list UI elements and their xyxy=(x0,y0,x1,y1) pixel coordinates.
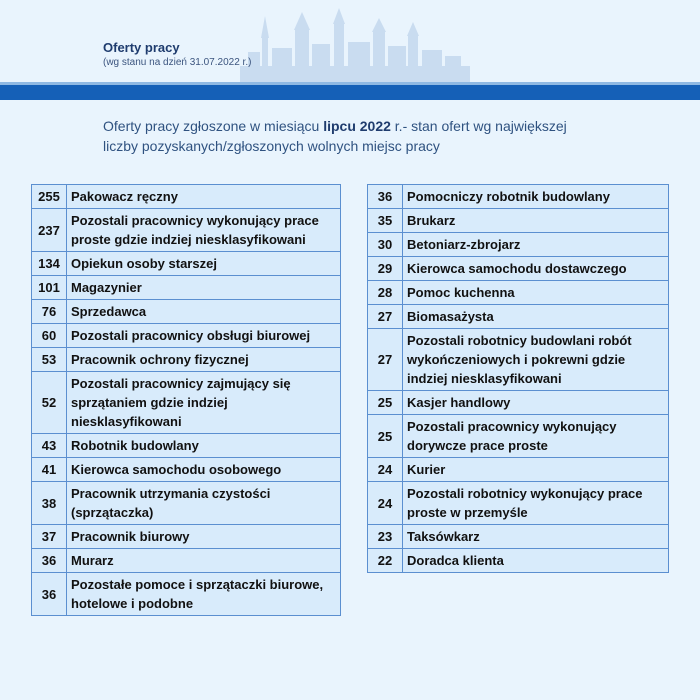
header-band xyxy=(0,85,700,100)
offer-count: 35 xyxy=(368,209,403,233)
occupation-name: Doradca klienta xyxy=(403,549,669,573)
offer-count: 237 xyxy=(32,209,67,252)
table-row xyxy=(368,233,669,257)
table-row xyxy=(32,324,341,348)
offer-count: 36 xyxy=(32,573,67,616)
offer-count: 25 xyxy=(368,391,403,415)
offer-count: 36 xyxy=(32,549,67,573)
table-row xyxy=(368,281,669,305)
offer-count: 52 xyxy=(32,372,67,434)
occupation-name: Magazynier xyxy=(67,276,341,300)
offer-count: 24 xyxy=(368,482,403,525)
offer-count: 37 xyxy=(32,525,67,549)
occupation-name: Pracownik biurowy xyxy=(67,525,341,549)
table-row xyxy=(32,209,341,252)
occupation-name: Pozostali pracownicy wykonujący dorywcze prace proste xyxy=(403,415,669,458)
table-row xyxy=(368,458,669,482)
occupation-name: Pozostali pracownicy zajmujący się sprzątaniem gdzie indziej niesklasyfikowani xyxy=(67,372,341,434)
table-row xyxy=(32,458,341,482)
offer-count: 24 xyxy=(368,458,403,482)
offer-count: 25 xyxy=(368,415,403,458)
occupation-name: Opiekun osoby starszej xyxy=(67,252,341,276)
occupation-name: Kierowca samochodu dostawczego xyxy=(403,257,669,281)
offer-count: 60 xyxy=(32,324,67,348)
intro-highlight: lipcu 2022 xyxy=(323,118,391,134)
table-row xyxy=(32,482,341,525)
header xyxy=(0,0,700,100)
table-row xyxy=(368,209,669,233)
occupation-name: Betoniarz-zbrojarz xyxy=(403,233,669,257)
table-row xyxy=(32,549,341,573)
offer-count: 28 xyxy=(368,281,403,305)
table-row xyxy=(32,525,341,549)
intro-part2: r.- stan ofert wg największej liczby pozyskanych/zgłoszonych wolnych miejsc pracy xyxy=(103,118,567,154)
occupation-name: Sprzedawca xyxy=(67,300,341,324)
occupation-name: Kurier xyxy=(403,458,669,482)
intro-text xyxy=(103,116,603,156)
occupation-name: Kierowca samochodu osobowego xyxy=(67,458,341,482)
occupation-name: Pomocniczy robotnik budowlany xyxy=(403,185,669,209)
occupation-name: Pozostali pracownicy wykonujący prace proste gdzie indziej niesklasyfikowani xyxy=(67,209,341,252)
offer-count: 43 xyxy=(32,434,67,458)
offer-count: 22 xyxy=(368,549,403,573)
offer-count: 101 xyxy=(32,276,67,300)
job-offers-table-left xyxy=(31,184,341,616)
city-skyline-graphic xyxy=(240,8,470,86)
offer-count: 76 xyxy=(32,300,67,324)
intro-part1: Oferty pracy zgłoszone w miesiącu xyxy=(103,118,324,134)
occupation-name: Pracownik ochrony fizycznej xyxy=(67,348,341,372)
table-row xyxy=(32,300,341,324)
occupation-name: Pozostali pracownicy obsługi biurowej xyxy=(67,324,341,348)
table-row xyxy=(368,391,669,415)
offer-count: 27 xyxy=(368,329,403,391)
offer-count: 29 xyxy=(368,257,403,281)
occupation-name: Pakowacz ręczny xyxy=(67,185,341,209)
occupation-name: Brukarz xyxy=(403,209,669,233)
offer-count: 255 xyxy=(32,185,67,209)
page-subtitle: (wg stanu na dzień 31.07.2022 r.) xyxy=(103,57,252,68)
table-row xyxy=(32,348,341,372)
occupation-name: Taksówkarz xyxy=(403,525,669,549)
offer-count: 23 xyxy=(368,525,403,549)
occupation-name: Biomasażysta xyxy=(403,305,669,329)
table-row xyxy=(32,434,341,458)
table-row xyxy=(368,329,669,391)
table-row xyxy=(32,185,341,209)
occupation-name: Pomoc kuchenna xyxy=(403,281,669,305)
occupation-name: Pozostali robotnicy wykonujący prace proste w przemyśle xyxy=(403,482,669,525)
job-offers-table-right xyxy=(367,184,669,573)
occupation-name: Pracownik utrzymania czystości (sprzątaczka) xyxy=(67,482,341,525)
table-row xyxy=(368,482,669,525)
offer-count: 53 xyxy=(32,348,67,372)
table-row xyxy=(32,276,341,300)
occupation-name: Pozostali robotnicy budowlani robót wykończeniowych i pokrewni gdzie indziej niesklasyfikowani xyxy=(403,329,669,391)
table-row xyxy=(32,372,341,434)
occupation-name: Kasjer handlowy xyxy=(403,391,669,415)
occupation-name: Robotnik budowlany xyxy=(67,434,341,458)
table-row xyxy=(368,305,669,329)
occupation-name: Murarz xyxy=(67,549,341,573)
table-row xyxy=(368,549,669,573)
offer-count: 27 xyxy=(368,305,403,329)
table-row xyxy=(368,257,669,281)
table-row xyxy=(368,185,669,209)
occupation-name: Pozostałe pomoce i sprzątaczki biurowe, hotelowe i podobne xyxy=(67,573,341,616)
offer-count: 134 xyxy=(32,252,67,276)
offer-count: 41 xyxy=(32,458,67,482)
page-title: Oferty pracy xyxy=(103,40,180,55)
offer-count: 38 xyxy=(32,482,67,525)
table-row xyxy=(32,573,341,616)
table-row xyxy=(368,415,669,458)
offer-count: 30 xyxy=(368,233,403,257)
table-row xyxy=(32,252,341,276)
offer-count: 36 xyxy=(368,185,403,209)
table-row xyxy=(368,525,669,549)
